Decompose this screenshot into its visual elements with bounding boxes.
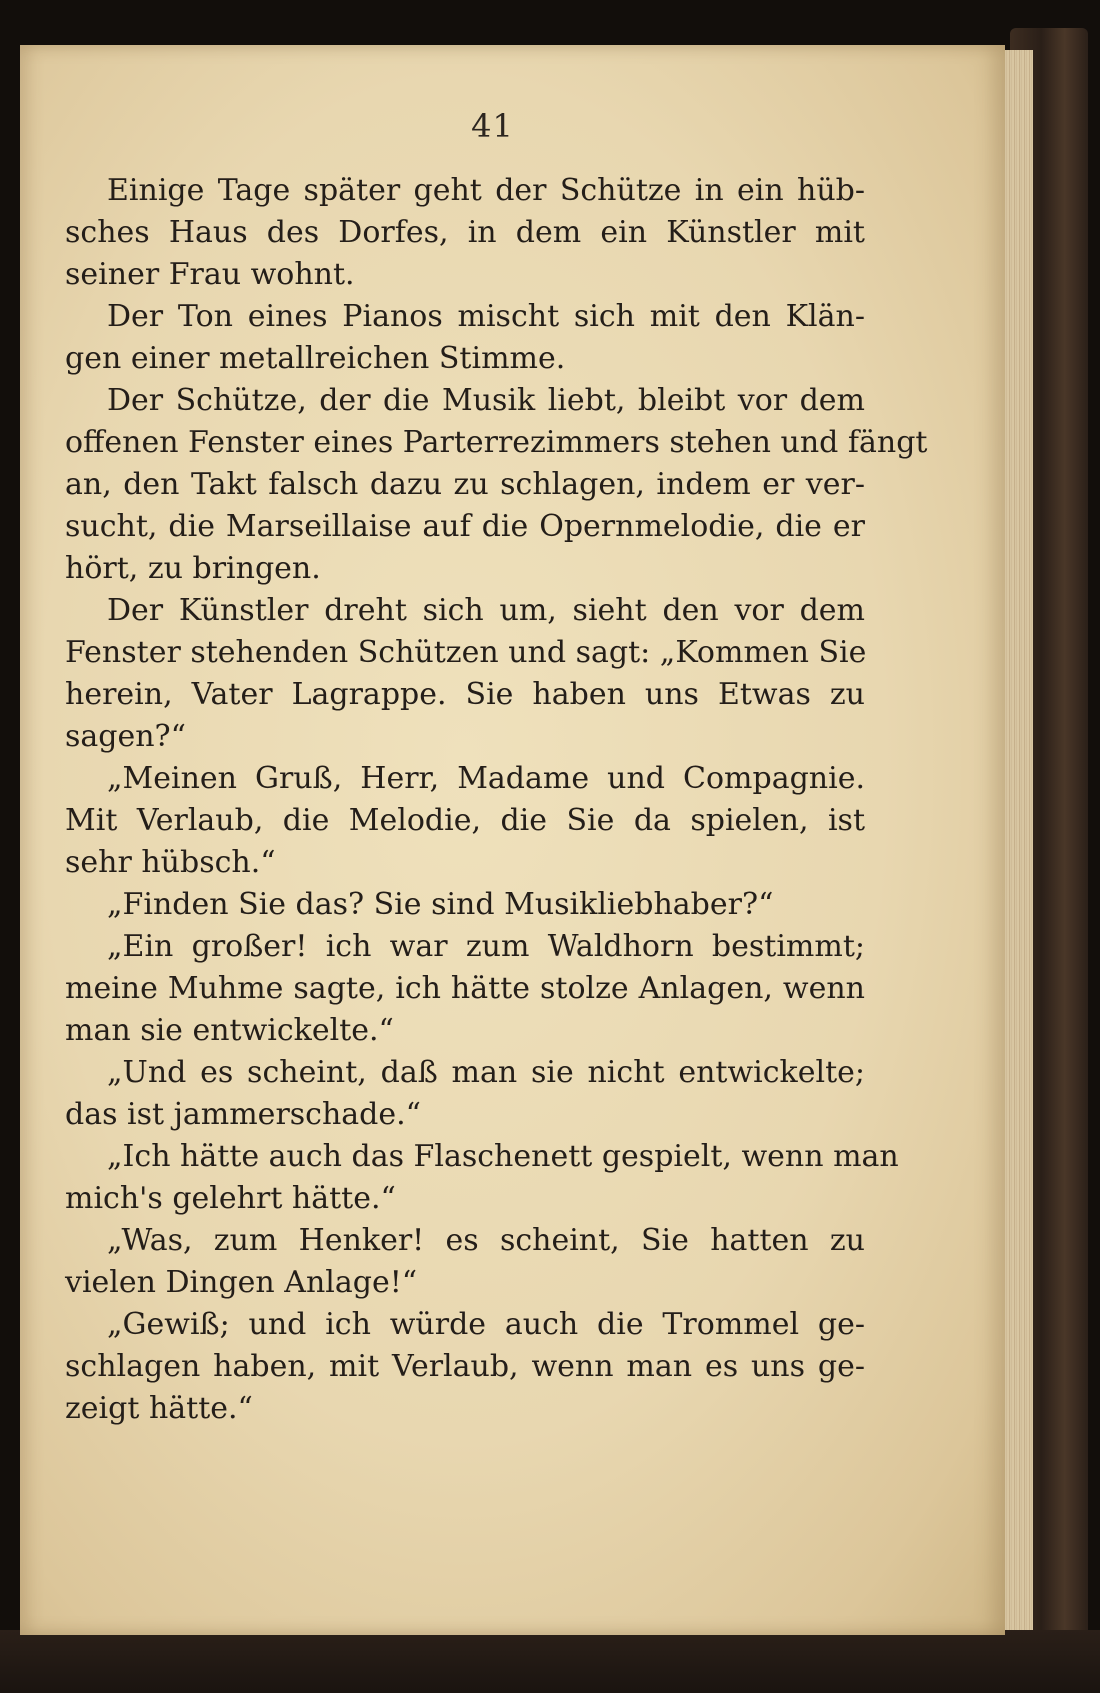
- text-line: sehr hübsch.“: [65, 845, 276, 880]
- book-page: [20, 45, 1005, 1635]
- text-line: gen einer metallreichen Stimme.: [65, 341, 566, 376]
- text-line: zeigt hätte.“: [65, 1391, 253, 1426]
- text-line: offenen Fenster eines Parterrezimmers stehen und fängt: [65, 425, 928, 460]
- book-cover-bottom: [0, 1630, 1100, 1693]
- text-line: „Meinen Gruß, Herr, Madame und Compagnie.: [107, 761, 865, 796]
- text-line: hört, zu bringen.: [65, 551, 321, 586]
- text-line: herein, Vater Lagrappe. Sie haben uns Etwas zu: [65, 677, 865, 712]
- text-line: Mit Verlaub, die Melodie, die Sie da spielen, ist: [65, 803, 865, 838]
- text-line: Der Ton eines Pianos mischt sich mit den Klän-: [107, 299, 865, 334]
- text-line: Der Künstler dreht sich um, sieht den vor dem: [107, 593, 865, 628]
- text-line: sagen?“: [65, 719, 186, 754]
- text-line: schlagen haben, mit Verlaub, wenn man es uns ge-: [65, 1349, 865, 1384]
- text-line: „Was, zum Henker! es scheint, Sie hatten zu: [107, 1223, 865, 1258]
- text-line: Einige Tage später geht der Schütze in ein hüb-: [107, 173, 865, 208]
- text-line: an, den Takt falsch dazu zu schlagen, indem er ver-: [65, 467, 865, 502]
- text-line: Fenster stehenden Schützen und sagt: „Kommen Sie: [65, 635, 867, 670]
- text-line: „Ich hätte auch das Flaschenett gespielt, wenn man: [107, 1139, 899, 1174]
- text-line: vielen Dingen Anlage!“: [65, 1265, 418, 1300]
- text-line: das ist jammerschade.“: [65, 1097, 422, 1132]
- text-line: „Gewiß; und ich würde auch die Trommel ge-: [107, 1307, 865, 1342]
- text-line: „Finden Sie das? Sie sind Musikliebhaber?“: [107, 887, 774, 922]
- text-line: „Ein großer! ich war zum Waldhorn bestimmt;: [107, 929, 865, 964]
- text-line: sucht, die Marseillaise auf die Opernmelodie, die er: [65, 509, 865, 544]
- text-line: mich's gelehrt hätte.“: [65, 1181, 396, 1216]
- text-line: sches Haus des Dorfes, in dem ein Künstler mit: [65, 215, 865, 250]
- page-number: 41: [471, 107, 514, 145]
- text-line: meine Muhme sagte, ich hätte stolze Anlagen, wenn: [65, 971, 865, 1006]
- text-line: seiner Frau wohnt.: [65, 257, 355, 292]
- text-line: Der Schütze, der die Musik liebt, bleibt vor dem: [107, 383, 865, 418]
- text-line: man sie entwickelte.“: [65, 1013, 394, 1048]
- page-text: [65, 170, 928, 1430]
- text-line: „Und es scheint, daß man sie nicht entwickelte;: [107, 1055, 865, 1090]
